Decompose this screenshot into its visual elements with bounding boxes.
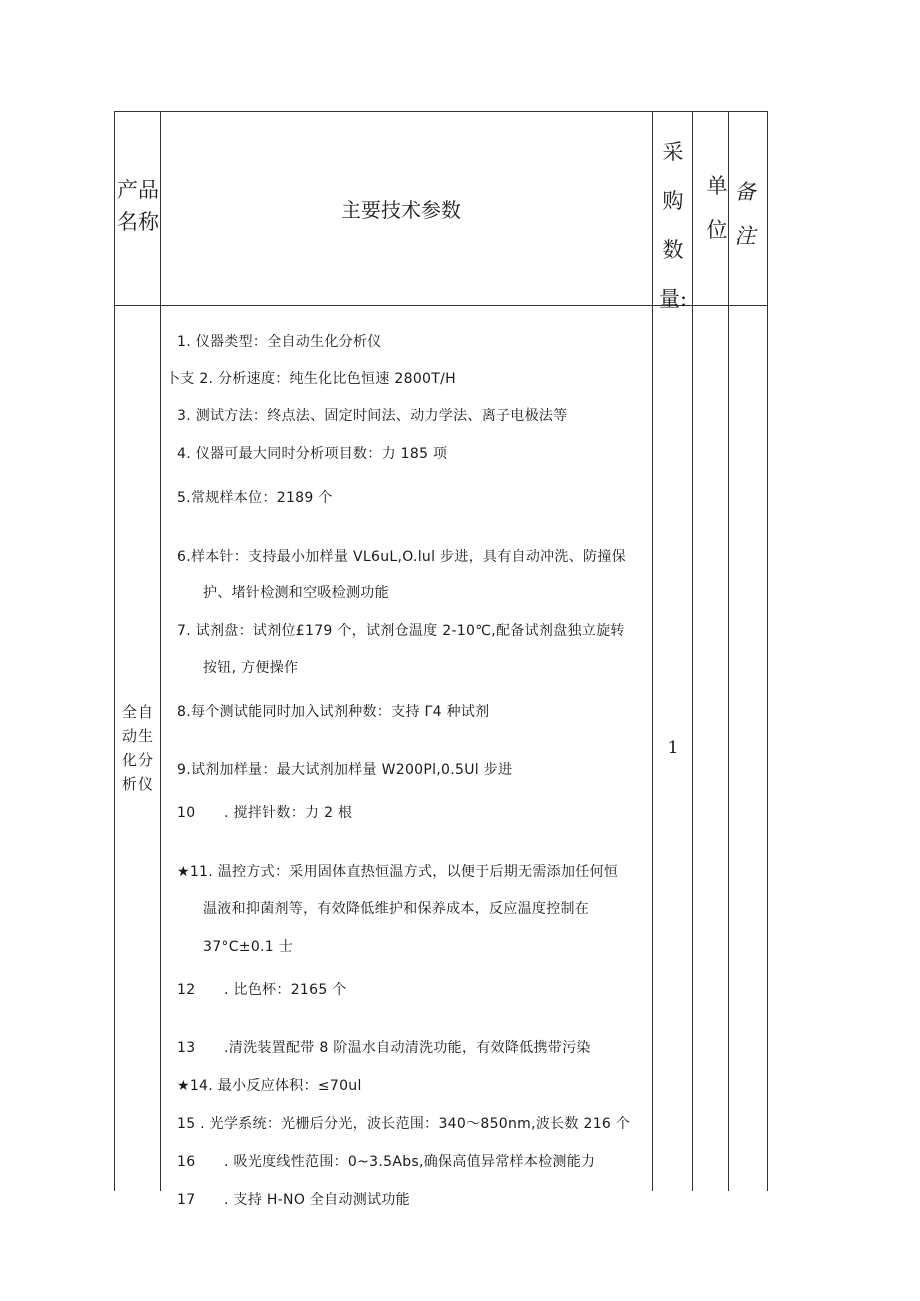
param-line: 12 . 比色杯：2165 个 bbox=[177, 982, 347, 998]
param-line: 16 . 吸光度线性范围：0~3.5Abs,确保高值异常样本检测能力 bbox=[177, 1154, 596, 1170]
column-divider bbox=[728, 112, 729, 1191]
param-line: 卜支 2. 分析速度：纯生化比色恒速 2800T/H bbox=[166, 371, 456, 387]
param-line: 护、堵针检测和空吸检测功能 bbox=[203, 585, 389, 601]
header-remarks: 备 注 bbox=[734, 180, 756, 248]
param-line: 4. 仪器可最大同时分析项目数：力 185 项 bbox=[177, 446, 448, 462]
param-line: 6.样本针：支持最小加样量 VL6uL,O.lul 步进，具有自动冲洗、防撞保 bbox=[177, 549, 626, 565]
param-line: 温液和抑菌剂等，有效降低维护和保养成本，反应温度控制在 bbox=[203, 901, 590, 917]
param-line: ★11. 温控方式：采用固体直热恒温方式，以便于后期无需添加任何恒 bbox=[177, 864, 619, 880]
param-line: 按钮, 方便操作 bbox=[203, 660, 299, 676]
param-line: 15 . 光学系统：光栅后分光，波长范围：340～850nm,波长数 216 个 bbox=[177, 1116, 631, 1132]
param-line: 37°C±0.1 士 bbox=[203, 939, 294, 955]
header-unit: 单 位 bbox=[706, 174, 728, 242]
param-line: 5.常规样本位：2189 个 bbox=[177, 490, 333, 506]
param-line: 8.每个测试能同时加入试剂种数：支持 Γ4 种试剂 bbox=[177, 704, 490, 720]
param-line: ★14. 最小反应体积：≤70ul bbox=[177, 1078, 362, 1094]
param-line: 9.试剂加样量：最大试剂加样量 W200Pl,0.5Ul 步进 bbox=[177, 762, 513, 778]
spec-table bbox=[114, 111, 768, 1208]
quantity-cell: 1 bbox=[667, 738, 679, 758]
product-name-cell: 全自 动生 化分 析仪 bbox=[121, 703, 154, 793]
param-line: 1. 仪器类型：全自动生化分析仪 bbox=[177, 334, 382, 350]
column-divider bbox=[160, 112, 161, 1191]
param-line: 13 .清洗装置配带 8 阶温水自动清洗功能，有效降低携带污染 bbox=[177, 1040, 591, 1056]
header-purchase-qty: 采 购 数 量: bbox=[658, 140, 688, 311]
param-line: 17 . 支持 H-NO 全自动测试功能 bbox=[177, 1192, 410, 1208]
param-line: 3. 测试方法：终点法、固定时间法、动力学法、离子电极法等 bbox=[177, 408, 568, 424]
param-line: 10 . 搅拌针数：力 2 根 bbox=[177, 805, 353, 821]
header-tech-params: 主要技术参数 bbox=[341, 198, 461, 222]
header-product-name: 产品 名称 bbox=[117, 178, 159, 234]
param-line: 7. 试剂盘：试剂位£179 个，试剂仓温度 2-10℃,配备试剂盘独立旋转 bbox=[177, 623, 625, 639]
